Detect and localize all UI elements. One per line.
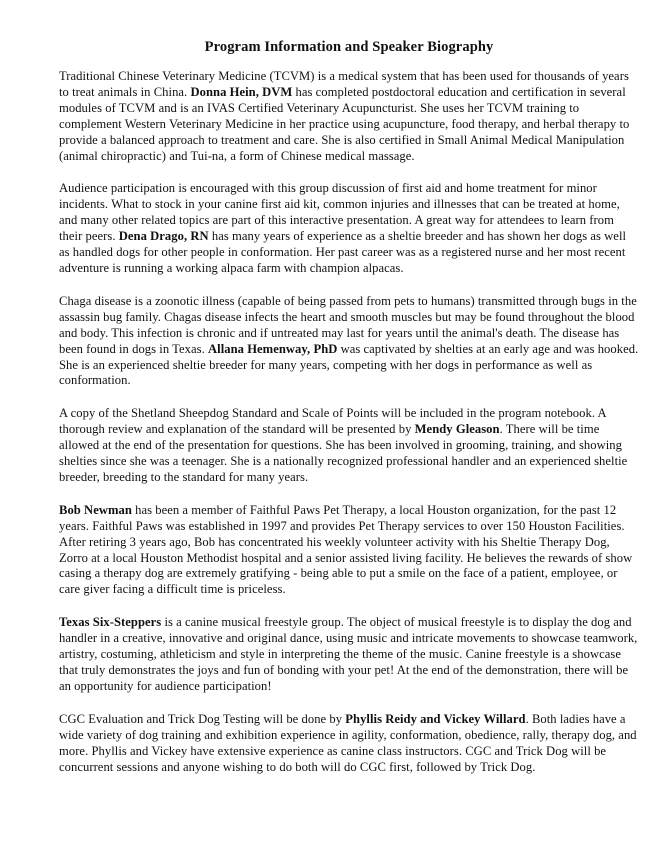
paragraph-standard	[59, 406, 639, 486]
paragraph-text: is a canine musical freestyle group. The object of musical freestyle is to display the dog and handler in a creative, innovative and original dance, using music and intricate movements to showcase teamwork, artistry, costuming, athleticism and style in interpreting the theme of the music. Canine freestyle is a showcase that truly demonstrates the joys and fun of bonding with your pet! At the end of the demonstration, there will be an opportunity for audience participation!	[59, 615, 638, 693]
paragraph-text: has many years of experience as a sheltie breeder and has shown her dogs as well as handled dogs for other people in conformation. Her past career was as a registered nurse and her most recent adventure is running a working alpaca farm with champion alpacas.	[59, 229, 627, 275]
paragraph-text: Audience participation is encouraged with this group discussion of first aid and home treatment for minor incidents. What to stock in your canine first aid kit, common injuries and illnesses that can be treated at home, and many other related topics are part of this interactive presentation. A great way for attendees to learn from their peers.	[59, 181, 620, 244]
paragraph-text: Traditional Chinese Veterinary Medicine (TCVM) is a medical system that has been used for thousands of years to treat animals in China.	[59, 69, 629, 99]
speaker-name: Mendy Gleason	[414, 422, 500, 437]
paragraph-cgc	[59, 712, 639, 776]
paragraph-chagas	[59, 294, 639, 389]
paragraph-text: . Both ladies have a wide variety of dog training and exhibition experience in agility, conformation, obedience, rally, therapy dog, and more. Phyllis and Vickey have extensive experience as canine class instructors. CGC and Trick Dog will be concurrent sessions and anyone wishing to do both will do CGC first, followed by Trick Dog.	[59, 711, 637, 774]
paragraph-text: A copy of the Shetland Sheepdog Standard and Scale of Points will be included in the program notebook. A thorough review and explanation of the standard will be presented by	[59, 406, 606, 437]
paragraph-text: Chaga disease is a zoonotic illness (capable of being passed from pets to humans) transmitted through bugs in the assassin bug family. Chagas disease infects the heart and smooth muscles but may be found throughout the blood and body. This infection is chronic and if untreated may last for years until the animal's death. The disease has been found in dogs in Texas.	[59, 293, 637, 356]
paragraph-freestyle	[59, 615, 639, 695]
speaker-name: Donna Hein, DVM	[190, 84, 293, 99]
paragraph-text: has completed postdoctoral education and certification in several modules of TCVM and is an IVAS Certified Veterinary Acupuncturist. She uses her TCVM training to complement Western Veterinary Medicine in her practice using acupuncture, food therapy, and herbal therapy to provide a balanced approach to treatment and care. She is also certified in Small Animal Medical Manipulation (animal chiropractic) and Tui-na, a form of Chinese medical massage.	[59, 84, 630, 163]
speaker-name: Dena Drago, RN	[118, 229, 209, 244]
speaker-name: Texas Six-Steppers	[59, 615, 162, 630]
speaker-name: Bob Newman	[59, 502, 132, 517]
page-title: Program Information and Speaker Biography	[204, 39, 494, 55]
paragraph-therapy	[59, 503, 639, 598]
paragraph-tcvm	[59, 69, 639, 164]
speaker-name: Phyllis Reidy and Vickey Willard	[345, 711, 526, 726]
paragraph-text: CGC Evaluation and Trick Dog Testing will be done by	[59, 711, 346, 726]
paragraph-first-aid	[59, 181, 639, 276]
paragraph-text: . There will be time allowed at the end of the presentation for questions. She has been involved in grooming, training, and showing shelties since she was a teenager. She is a nationally recognized professional handler and an experienced sheltie breeder, breeding to the standard for many years.	[59, 422, 628, 484]
paragraph-text: was captivated by shelties at an early age and was hooked. She is an experienced sheltie breeder for many years, competing with her dogs in performance as well as conformation.	[59, 341, 639, 388]
paragraph-text: has been a member of Faithful Paws Pet Therapy, a local Houston organization, for the past 12 years. Faithful Paws was established in 1997 and provides Pet Therapy services to over 150 Houston Facilities. After retiring 3 years ago, Bob has concentrated his weekly volunteer activity with his Sheltie Therapy Dog, Zorro at a local Houston Methodist hospital and a senior assisted living facility. He believes the rewards of show casing a therapy dog are extremely gratifying - being able to put a smile on the face of a patient, employee, or care giver facing a difficult time is priceless.	[59, 502, 633, 597]
speaker-name: Allana Hemenway, PhD	[208, 341, 338, 356]
